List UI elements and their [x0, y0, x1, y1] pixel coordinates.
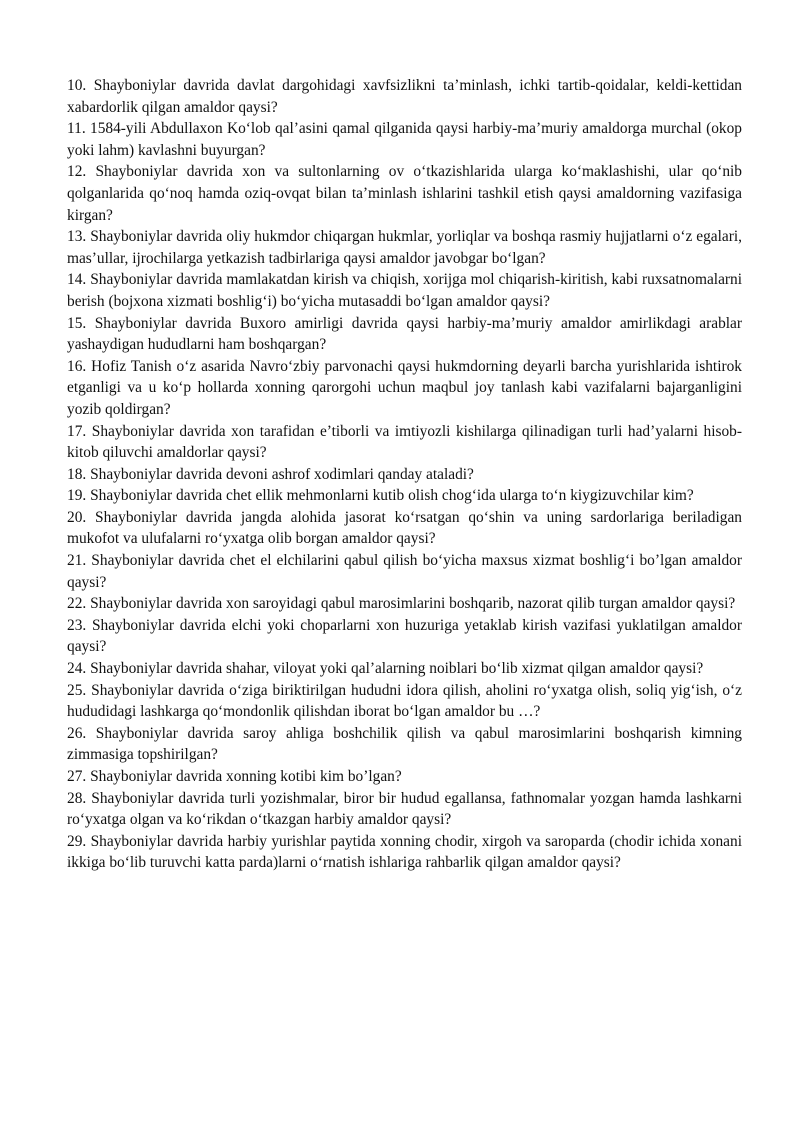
- question-27: 27. Shayboniylar davrida xonning kotibi kim bo’lgan?: [67, 768, 402, 785]
- question-12: 12. Shayboniylar davrida xon va sultonlarning ov o‘tkazishlarida ularga ko‘maklashishi, ular qo‘nib qolganlarida qo‘noq hamda oziq-ovqat bilan ta’minlash ishlarini tashkil etish qaysi amaldorning vazifasiga kirgan?: [67, 163, 742, 224]
- question-10: 10. Shayboniylar davrida davlat dargohidagi xavfsizlikni ta’minlash, ichki tartib-qoidalar, keldi-kettidan xabardorlik qilgan amaldor qaysi?: [67, 77, 742, 116]
- question-25: 25. Shayboniylar davrida o‘ziga biriktirilgan hududni idora qilish, aholini ro‘yxatga olish, soliq yig‘ish, o‘z hududidagi lashkarga qo‘mondonlik qilishdan iborat bo‘lgan amaldor bu …?: [67, 681, 742, 721]
- question-22: 22. Shayboniylar davrida xon saroyidagi qabul marosimlarini boshqarib, nazorat qilib turgan amaldor qaysi?: [67, 595, 736, 613]
- question-18: 18. Shayboniylar davrida devoni ashrof xodimlari qanday ataladi?: [67, 465, 474, 483]
- question-26: 26. Shayboniylar davrida saroy ahliga boshchilik qilish va qabul marosimlarini boshqarish kimning zimmasiga topshirilgan?: [67, 724, 742, 764]
- document-page: [67, 75, 742, 874]
- question-16: 16. Hofiz Tanish o‘z asarida Navro‘zbiy parvonachi qaysi hukmdorning deyarli barcha yurishlarida ishtirok etganligi va u ko‘p hollarda xonning qarorgohi uchun maqbul joy tanlash kabi vazifalarni bajarganligini yozib qoldirgan?: [67, 357, 742, 418]
- question-24: 24. Shayboniylar davrida shahar, viloyat yoki qal’alarning noiblari bo‘lib xizmat qilgan amaldor qaysi?: [67, 660, 704, 678]
- question-19: 19. Shayboniylar davrida chet ellik mehmonlarni kutib olish chog‘ida ularga to‘n kiygizuvchilar kim?: [67, 487, 694, 505]
- question-21: 21. Shayboniylar davrida chet el elchilarini qabul qilish bo‘yicha maxsus xizmat boshlig‘i bo’lgan amaldor qaysi?: [67, 552, 742, 591]
- question-29: 29. Shayboniylar davrida harbiy yurishlar paytida xonning chodir, xirgoh va saroparda (chodir ichida xonani ikkiga bo‘lib turuvchi katta parda)larni o‘rnatish ishlariga rahbarlik qilgan amaldor qaysi?: [67, 832, 742, 872]
- question-13: 13. Shayboniylar davrida oliy hukmdor chiqargan hukmlar, yorliqlar va boshqa rasmiy hujjatlarni o‘z egalari, mas’ullar, ijrochilarga yetkazish tadbirlariga qaysi amaldor javobgar bo‘lgan?: [67, 228, 742, 267]
- question-14: 14. Shayboniylar davrida mamlakatdan kirish va chiqish, xorijga mol chiqarish-kiritish, kabi ruxsatnomalarni berish (bojxona xizmati boshlig‘i) bo‘yicha mutasaddi bo‘lgan amaldor qaysi?: [67, 271, 742, 310]
- question-11: 11. 1584-yili Abdullaxon Ko‘lob qal’asini qamal qilganida qaysi harbiy-ma’muriy amaldorga murchal (okop yoki lahm) kavlashni buyurgan?: [67, 120, 742, 159]
- question-17: 17. Shayboniylar davrida xon tarafidan e’tiborli va imtiyozli kishilarga qilinadigan turli had’yalarni hisob-kitob qiluvchi amaldorlar qaysi?: [67, 422, 742, 462]
- question-23: 23. Shayboniylar davrida elchi yoki choparlarni xon huzuriga yetaklab kirish vazifasi yuklatilgan amaldor qaysi?: [67, 616, 742, 656]
- question-28: 28. Shayboniylar davrida turli yozishmalar, biror bir hudud egallansa, fathnomalar yozgan hamda lashkarni ro‘yxatga olgan va ko‘rikdan o‘tkazgan harbiy amaldor qaysi?: [67, 789, 742, 829]
- question-20: 20. Shayboniylar davrida jangda alohida jasorat ko‘rsatgan qo‘shin va uning sardorlariga beriladigan mukofot va ulufalarni ro‘yxatga olib borgan amaldor qaysi?: [67, 508, 742, 548]
- question-15: 15. Shayboniylar davrida Buxoro amirligi davrida qaysi harbiy-ma’muriy amaldor amirlikdagi arablar yashaydigan hududlarni ham boshqargan?: [67, 314, 742, 354]
